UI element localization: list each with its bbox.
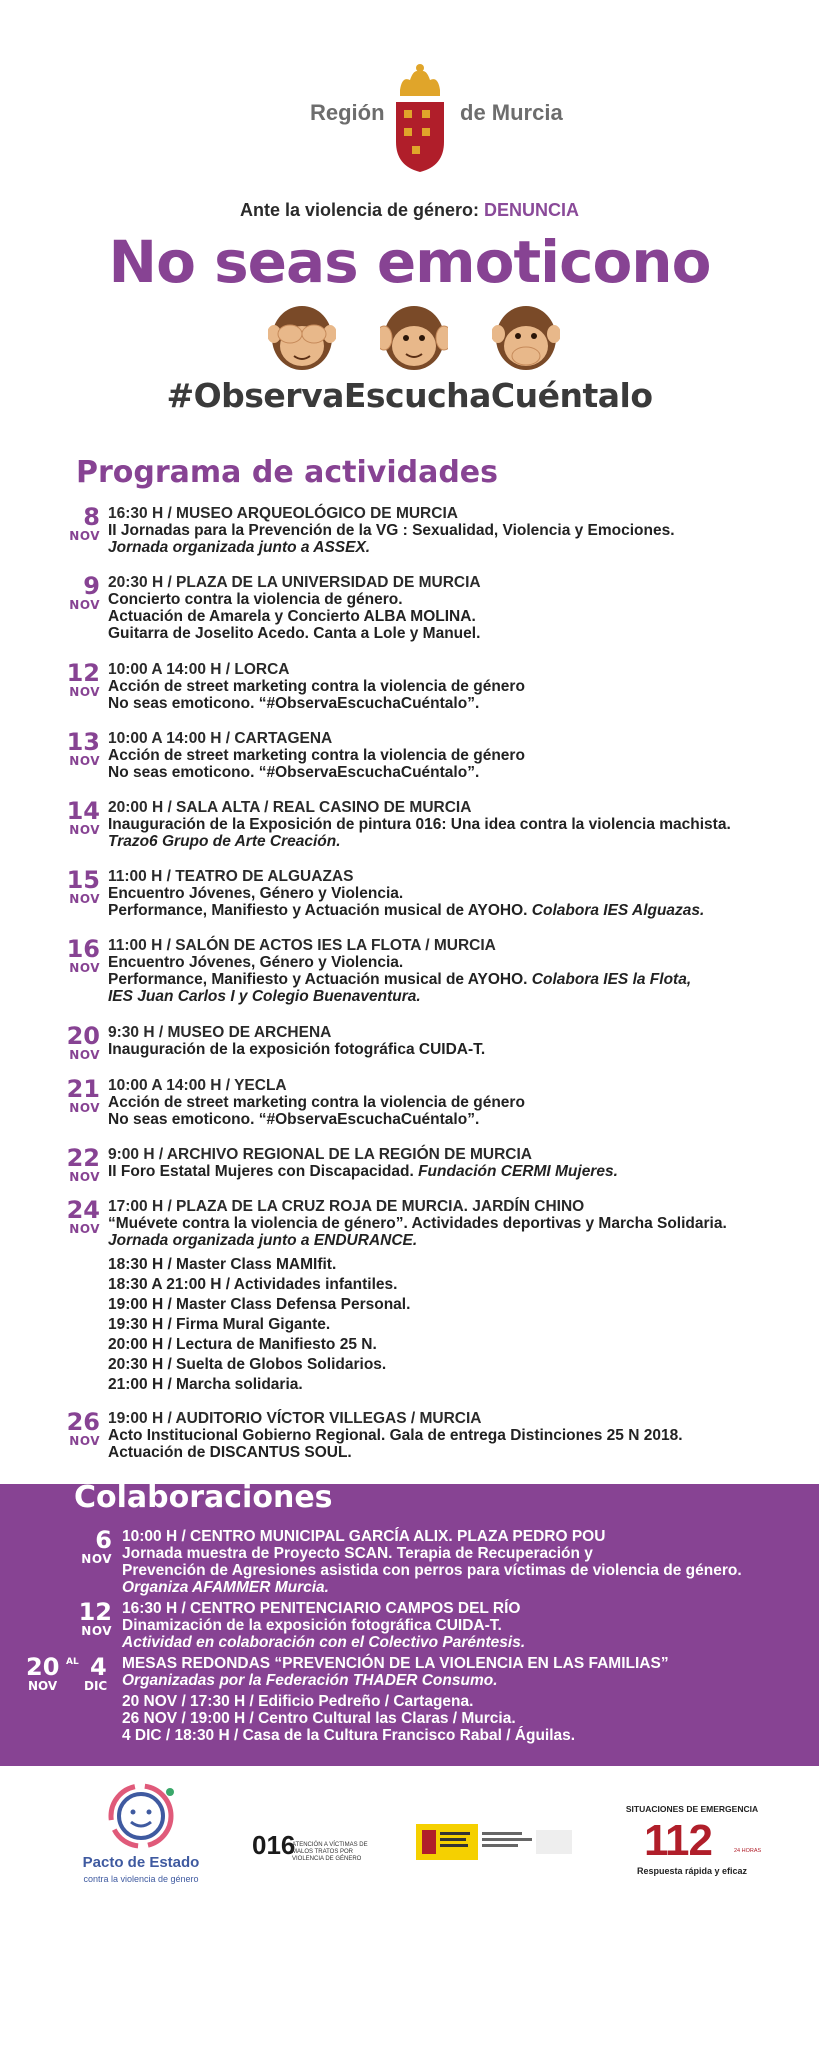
region-text-right: de Murcia bbox=[460, 100, 563, 125]
event-date bbox=[58, 868, 100, 906]
collab-body bbox=[122, 1655, 819, 1744]
collab-heading: MESAS REDONDAS “PREVENCIÓN DE LA VIOLENCIA EN LAS FAMILIAS” bbox=[122, 1655, 669, 1672]
collab-day-from: 20 bbox=[26, 1653, 60, 1681]
event-heading: 10:00 A 14:00 H / CARTAGENA bbox=[108, 730, 333, 747]
event-line: Inauguración de la exposición fotográfica CUIDA-T. bbox=[108, 1041, 486, 1058]
event-heading: 10:00 A 14:00 H / LORCA bbox=[108, 661, 290, 678]
logo-016-subtitle: ATENCIÓN A VÍCTIMAS DE MALOS TRATOS POR VIOLENCIA DE GÉNERO bbox=[292, 1842, 368, 1862]
emergency-112-number: 112 bbox=[644, 1816, 712, 1865]
region-text-left: Región bbox=[310, 100, 385, 125]
event-month: NOV bbox=[69, 892, 100, 906]
event-line: Actuación de Amarela y Concierto ALBA MOLINA. bbox=[108, 608, 476, 625]
event-sub-line: 19:30 H / Firma Mural Gigante. bbox=[108, 1316, 331, 1333]
event-day: 16 bbox=[66, 935, 100, 963]
event-month: NOV bbox=[69, 1222, 100, 1236]
event-heading: 11:00 H / SALÓN DE ACTOS IES LA FLOTA / MURCIA bbox=[108, 937, 496, 954]
event-month: NOV bbox=[69, 961, 100, 975]
collab-day: 6 bbox=[95, 1526, 112, 1554]
event-body bbox=[108, 661, 808, 712]
event-date bbox=[58, 799, 100, 837]
collab-month: NOV bbox=[81, 1552, 112, 1566]
collab-body bbox=[122, 1528, 819, 1596]
event-month: NOV bbox=[69, 529, 100, 543]
event-line bbox=[108, 1163, 808, 1180]
event-line-italic: Fundación CERMI Mujeres. bbox=[418, 1163, 618, 1180]
collab-sub-line: 4 DIC / 18:30 H / Casa de la Cultura Francisco Rabal / Águilas. bbox=[122, 1727, 576, 1744]
event-month: NOV bbox=[69, 1434, 100, 1448]
main-title: No seas emoticono bbox=[108, 228, 711, 296]
event-line: Trazo6 Grupo de Arte Creación. bbox=[108, 833, 341, 850]
event-heading: 11:00 H / TEATRO DE ALGUAZAS bbox=[108, 868, 354, 885]
collab-line: Dinamización de la exposición fotográfica CUIDA-T. bbox=[122, 1617, 502, 1634]
event-heading: 20:00 H / SALA ALTA / REAL CASINO DE MURCIA bbox=[108, 799, 472, 816]
collab-month-from: NOV bbox=[28, 1679, 58, 1693]
event-line-italic: Colabora IES Alguazas. bbox=[531, 902, 705, 919]
collab-al: AL bbox=[66, 1657, 79, 1667]
event-body bbox=[108, 574, 808, 642]
event-body bbox=[108, 730, 808, 781]
event-line bbox=[108, 902, 808, 919]
pacto-subtitle: contra la violencia de género bbox=[83, 1874, 199, 1884]
event-heading: 9:00 H / ARCHIVO REGIONAL DE LA REGIÓN DE MURCIA bbox=[108, 1146, 532, 1163]
event-body bbox=[108, 1077, 808, 1128]
collab-body bbox=[122, 1600, 819, 1651]
collab-sub-line: 26 NOV / 19:00 H / Centro Cultural las Claras / Murcia. bbox=[122, 1710, 516, 1727]
event-month: NOV bbox=[69, 1048, 100, 1062]
event-sub-line: 19:00 H / Master Class Defensa Personal. bbox=[108, 1296, 411, 1313]
event-day: 12 bbox=[66, 659, 100, 687]
event-date bbox=[58, 1410, 100, 1448]
event-heading: 19:00 H / AUDITORIO VÍCTOR VILLEGAS / MURCIA bbox=[108, 1410, 482, 1427]
event-day: 14 bbox=[66, 797, 100, 825]
event-line: Encuentro Jóvenes, Género y Violencia. bbox=[108, 885, 404, 902]
emergency-112-24h: 24 HORAS bbox=[734, 1848, 762, 1854]
event-date bbox=[58, 1146, 100, 1184]
event-line: Acción de street marketing contra la violencia de género bbox=[108, 678, 525, 695]
pacto-name: Pacto de Estado bbox=[82, 1854, 200, 1871]
event-line: Inauguración de la Exposición de pintura 016: Una idea contra la violencia machista. bbox=[108, 816, 731, 833]
event-line-text: II Foro Estatal Mujeres con Discapacidad. bbox=[108, 1163, 419, 1180]
event-sub-line: 20:30 H / Suelta de Globos Solidarios. bbox=[108, 1356, 387, 1373]
region-murcia-crest-icon bbox=[392, 62, 448, 174]
event-line: Guitarra de Joselito Acedo. Canta a Lole y Manuel. bbox=[108, 625, 481, 642]
speak-no-evil-monkey-icon bbox=[492, 300, 560, 372]
event-heading: 20:30 H / PLAZA DE LA UNIVERSIDAD DE MURCIA bbox=[108, 574, 481, 591]
collab-date bbox=[70, 1600, 112, 1638]
collab-month: NOV bbox=[81, 1624, 112, 1638]
collab-day-to: 4 bbox=[90, 1653, 107, 1681]
event-line: Concierto contra la violencia de género. bbox=[108, 591, 403, 608]
event-line-text: Performance, Manifiesto y Actuación musical de AYOHO. bbox=[108, 902, 532, 919]
event-body bbox=[108, 799, 808, 850]
event-day: 15 bbox=[66, 866, 100, 894]
program-title: Programa de actividades bbox=[76, 455, 499, 490]
event-line: No seas emoticono. “#ObservaEscuchaCuéntalo”. bbox=[108, 764, 480, 781]
event-body bbox=[108, 505, 808, 556]
hear-no-evil-monkey-icon bbox=[380, 300, 448, 372]
event-month: NOV bbox=[69, 1170, 100, 1184]
event-date bbox=[58, 1198, 100, 1236]
collab-day: 12 bbox=[78, 1598, 112, 1626]
event-date bbox=[58, 661, 100, 699]
collab-line: Prevención de Agresiones asistida con perros para víctimas de violencia de género. bbox=[122, 1562, 742, 1579]
event-day: 13 bbox=[66, 728, 100, 756]
event-month: NOV bbox=[69, 1101, 100, 1115]
event-month: NOV bbox=[69, 685, 100, 699]
event-heading: 16:30 H / MUSEO ARQUEOLÓGICO DE MURCIA bbox=[108, 505, 458, 522]
collab-line: Organizadas por la Federación THADER Consumo. bbox=[122, 1672, 498, 1689]
event-day: 9 bbox=[83, 572, 100, 600]
collab-heading: 10:00 H / CENTRO MUNICIPAL GARCÍA ALIX. PLAZA PEDRO POU bbox=[122, 1528, 606, 1545]
event-month: NOV bbox=[69, 598, 100, 612]
event-day: 21 bbox=[66, 1075, 100, 1103]
event-line: Acto Institucional Gobierno Regional. Gala de entrega Distinciones 25 N 2018. bbox=[108, 1427, 683, 1444]
collab-date bbox=[70, 1528, 112, 1566]
collab-line: Organiza AFAMMER Murcia. bbox=[122, 1579, 329, 1596]
event-body bbox=[108, 1146, 808, 1180]
event-body bbox=[108, 1410, 808, 1461]
event-day: 24 bbox=[66, 1196, 100, 1224]
emergency-112-top: SITUACIONES DE EMERGENCIA bbox=[625, 1804, 759, 1814]
event-sub-line: 21:00 H / Marcha solidaria. bbox=[108, 1376, 303, 1393]
event-date bbox=[58, 574, 100, 612]
subtitle-accent: DENUNCIA bbox=[484, 200, 580, 220]
event-body bbox=[108, 868, 808, 919]
event-sub-line: 18:30 H / Master Class MAMIfit. bbox=[108, 1256, 337, 1273]
event-line-text: Performance, Manifiesto y Actuación musical de AYOHO. bbox=[108, 971, 532, 988]
footer-logos bbox=[0, 1780, 819, 1900]
hashtag: #ObservaEscuchaCuéntalo bbox=[166, 376, 653, 415]
government-of-spain-logo-icon bbox=[416, 1824, 576, 1860]
event-line bbox=[108, 971, 808, 988]
event-month: NOV bbox=[69, 823, 100, 837]
event-line: II Jornadas para la Prevención de la VG : Sexualidad, Violencia y Emociones. bbox=[108, 522, 675, 539]
collab-sub-line: 20 NOV / 17:30 H / Edificio Pedreño / Cartagena. bbox=[122, 1693, 474, 1710]
event-date bbox=[58, 1024, 100, 1062]
event-line-italic: Colabora IES la Flota, bbox=[531, 971, 692, 988]
event-heading: 9:30 H / MUSEO DE ARCHENA bbox=[108, 1024, 332, 1041]
emergency-112-subtitle: Respuesta rápida y eficaz bbox=[636, 1866, 748, 1876]
see-no-evil-monkey-icon bbox=[268, 300, 336, 372]
event-line: No seas emoticono. “#ObservaEscuchaCuéntalo”. bbox=[108, 695, 480, 712]
event-date bbox=[58, 1077, 100, 1115]
event-date bbox=[58, 505, 100, 543]
event-line: Encuentro Jóvenes, Género y Violencia. bbox=[108, 954, 404, 971]
subtitle-prefix: Ante la violencia de género: bbox=[239, 200, 485, 220]
event-day: 20 bbox=[66, 1022, 100, 1050]
event-line: Acción de street marketing contra la violencia de género bbox=[108, 1094, 525, 1111]
monkey-emojis bbox=[268, 300, 568, 372]
event-day: 26 bbox=[66, 1408, 100, 1436]
event-day: 22 bbox=[66, 1144, 100, 1172]
logo-016: 016 bbox=[252, 1830, 296, 1860]
event-month: NOV bbox=[69, 754, 100, 768]
collab-line: Actividad en colaboración con el Colectivo Paréntesis. bbox=[122, 1634, 526, 1651]
event-line: Jornada organizada junto a ASSEX. bbox=[108, 539, 371, 556]
event-heading: 10:00 A 14:00 H / YECLA bbox=[108, 1077, 287, 1094]
subtitle bbox=[0, 200, 819, 221]
event-sub-line: 20:00 H / Lectura de Manifiesto 25 N. bbox=[108, 1336, 377, 1353]
collaborations-title: Colaboraciones bbox=[74, 1480, 333, 1515]
event-line: No seas emoticono. “#ObservaEscuchaCuéntalo”. bbox=[108, 1111, 480, 1128]
collab-heading: 16:30 H / CENTRO PENITENCIARIO CAMPOS DEL RÍO bbox=[122, 1600, 521, 1617]
collab-month-to: DIC bbox=[84, 1679, 108, 1693]
event-day: 8 bbox=[83, 503, 100, 531]
event-line: “Muévete contra la violencia de género”. Actividades deportivas y Marcha Solidaria. bbox=[108, 1215, 727, 1232]
event-body bbox=[108, 1198, 808, 1395]
event-date bbox=[58, 937, 100, 975]
event-body bbox=[108, 937, 808, 1005]
event-body bbox=[108, 1024, 808, 1058]
collab-line: Jornada muestra de Proyecto SCAN. Terapia de Recuperación y bbox=[122, 1545, 593, 1562]
event-line: Jornada organizada junto a ENDURANCE. bbox=[108, 1232, 418, 1249]
event-sub-line: 18:30 A 21:00 H / Actividades infantiles. bbox=[108, 1276, 398, 1293]
event-date bbox=[58, 730, 100, 768]
event-heading: 17:00 H / PLAZA DE LA CRUZ ROJA DE MURCIA. JARDÍN CHINO bbox=[108, 1198, 585, 1215]
event-line: IES Juan Carlos I y Colegio Buenaventura. bbox=[108, 988, 421, 1005]
event-line: Actuación de DISCANTUS SOUL. bbox=[108, 1444, 352, 1461]
event-line: Acción de street marketing contra la violencia de género bbox=[108, 747, 525, 764]
